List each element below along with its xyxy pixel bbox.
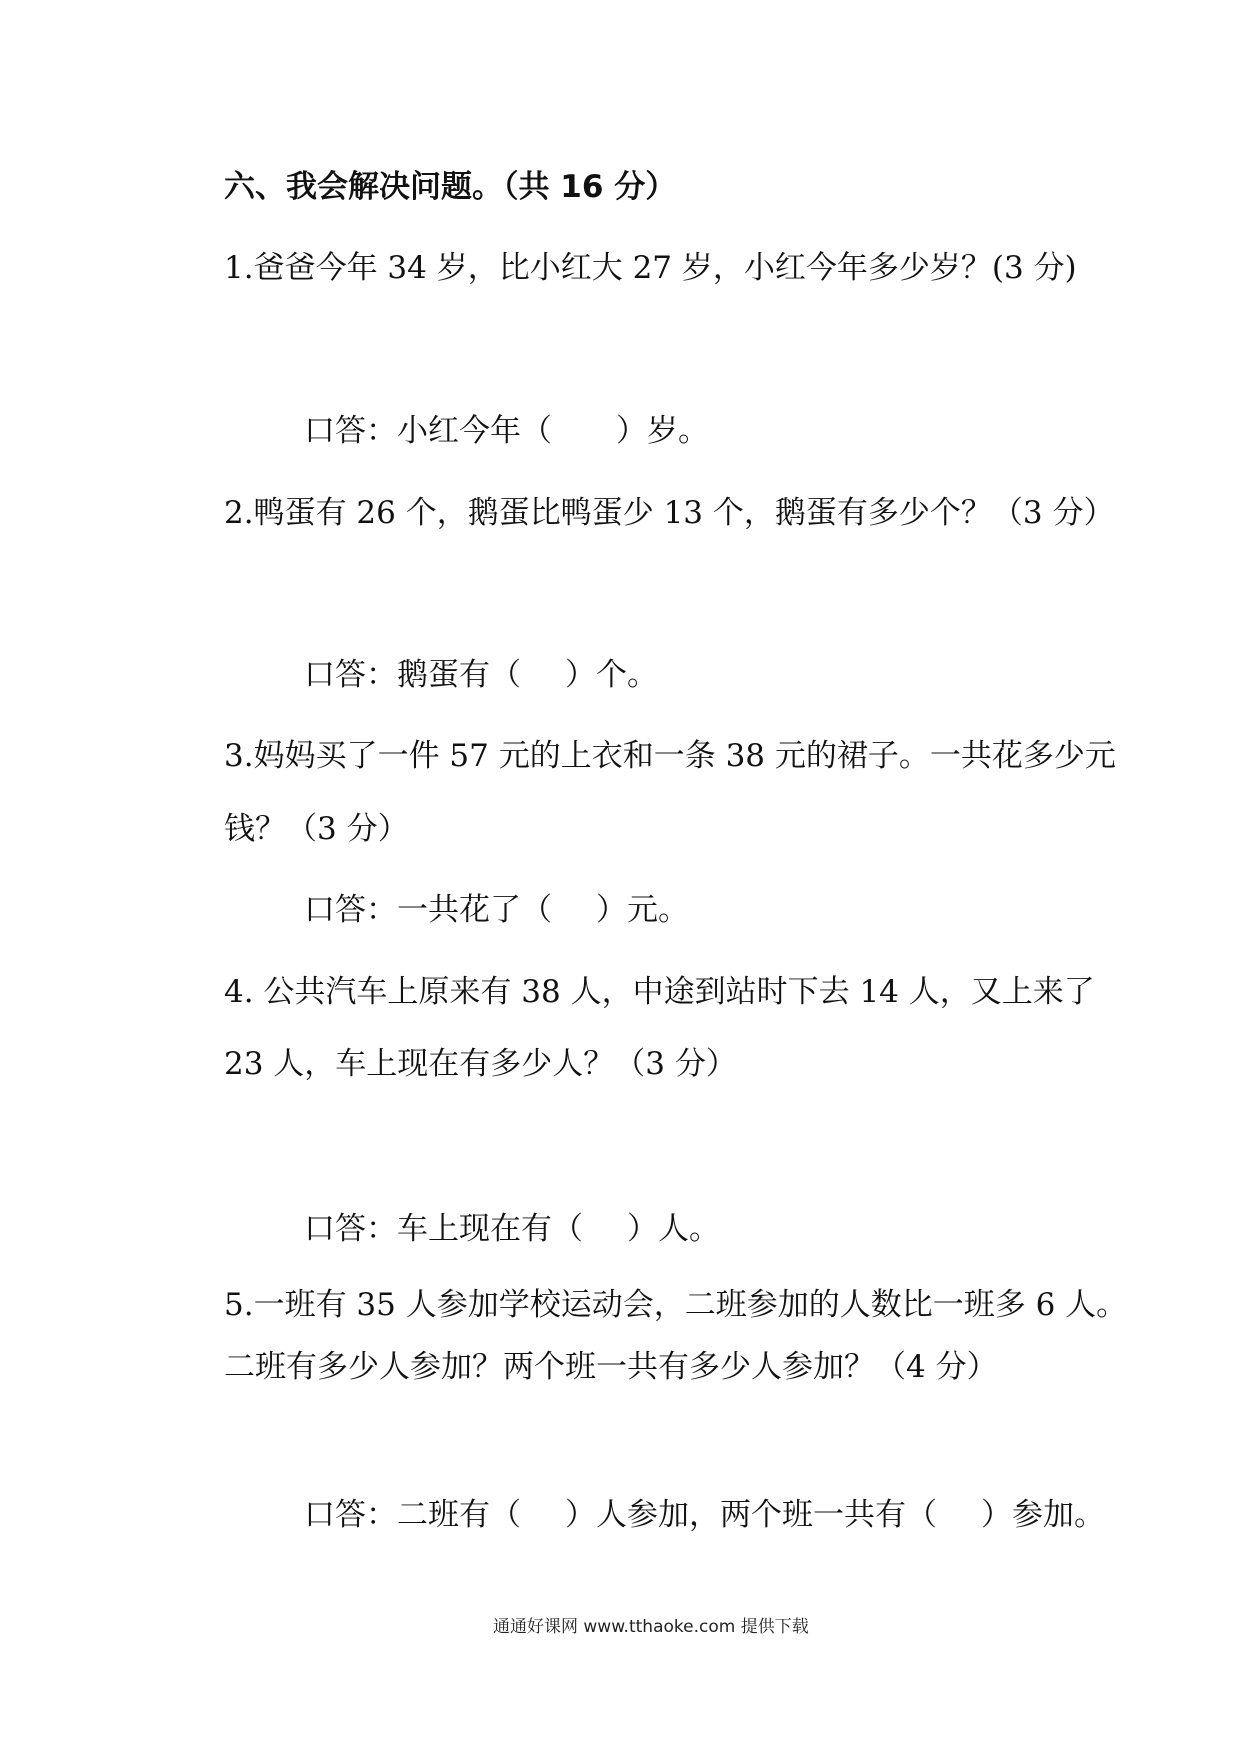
- problem-5-line-2: 二班有多少人参加？两个班一共有多少人参加？（4 分）: [224, 1349, 998, 1385]
- problem-3-line-2: 钱？（3 分）: [224, 811, 409, 847]
- footer-text: 通通好课网 www.tthaoke.com 提供下载: [493, 1617, 809, 1637]
- answer-prefix: 口答：鹅蛋有（: [304, 657, 521, 693]
- answer-suffix: ）参加。: [981, 1497, 1105, 1533]
- problem-4-line-1: 4. 公共汽车上原来有 38 人，中途到站时下去 14 人，又上来了: [224, 974, 1095, 1010]
- section-title: 六、我会解决问题。（共 16 分）: [224, 169, 677, 205]
- problem-2-answer: [304, 657, 658, 693]
- problem-2-line-1: 2.鸭蛋有 26 个，鹅蛋比鸭蛋少 13 个，鹅蛋有多少个？（3 分）: [224, 495, 1115, 531]
- problem-5-line-1: 5.一班有 35 人参加学校运动会，二班参加的人数比一班多 6 人。: [224, 1287, 1128, 1323]
- problem-3-line-1: 3.妈妈买了一件 57 元的上衣和一条 38 元的裙子。一共花多少元: [224, 738, 1116, 774]
- answer-prefix: 口答：车上现在有（: [304, 1211, 583, 1247]
- answer-suffix: ）岁。: [616, 413, 709, 449]
- answer-middle: ）人参加，两个班一共有（: [565, 1497, 937, 1533]
- problem-5-answer: [304, 1497, 1105, 1533]
- answer-suffix: ）元。: [596, 892, 689, 928]
- problem-1-line-1: 1.爸爸今年 34 岁，比小红大 27 岁，小红今年多少岁？(3 分): [224, 250, 1077, 286]
- answer-prefix: 口答：二班有（: [304, 1497, 521, 1533]
- problem-4-answer: [304, 1211, 720, 1247]
- problem-4-line-2: 23 人，车上现在有多少人？（3 分）: [224, 1046, 737, 1082]
- answer-prefix: 口答：一共花了（: [304, 892, 552, 928]
- problem-3-answer: [304, 892, 689, 928]
- problem-1-answer: [304, 413, 709, 449]
- answer-suffix: ）人。: [627, 1211, 720, 1247]
- answer-suffix: ）个。: [565, 657, 658, 693]
- answer-prefix: 口答：小红今年（: [304, 413, 552, 449]
